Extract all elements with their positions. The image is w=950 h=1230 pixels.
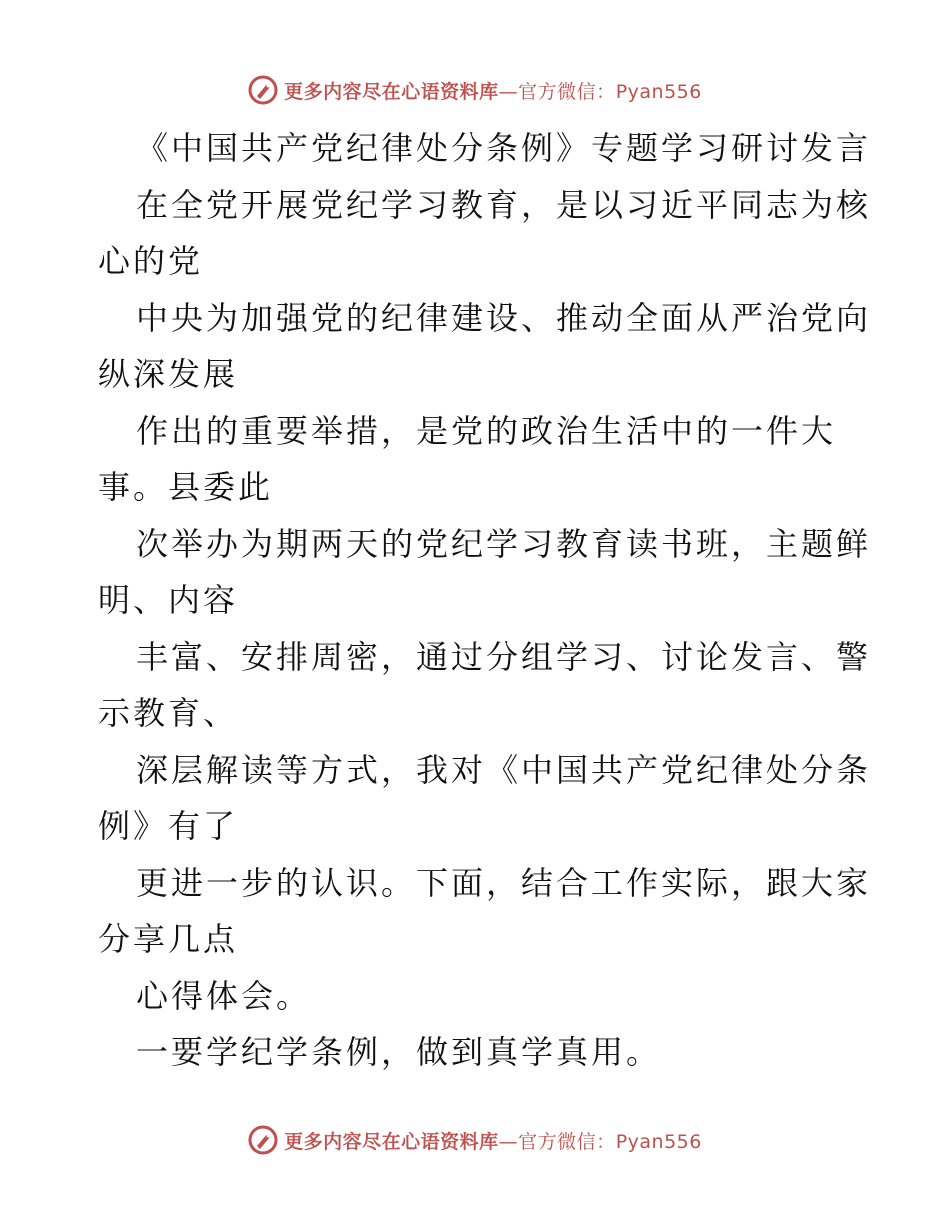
paragraph-line: 例》有了 [98, 807, 239, 845]
paragraph-line: 更进一步的认识。下面，结合工作实际，跟大家 [136, 863, 872, 902]
watermark-main: 更多内容尽在心语资料库 [284, 1130, 499, 1153]
paragraph-line: 在全党开展党纪学习教育，是以习近平同志为核 [136, 185, 872, 224]
watermark-separator: — [498, 1130, 519, 1153]
document-body [98, 120, 872, 1081]
paragraph-line: 深层解读等方式，我对《中国共产党纪律处分条 [136, 750, 872, 789]
paragraph-line: 一要学纪学条例，做到真学真用。 [136, 1033, 662, 1071]
paragraph-line: 心得体会。 [136, 976, 312, 1015]
paragraph-line: 作出的重要举措，是党的政治生活中的一件大 [136, 411, 837, 450]
paragraph-line: 明、内容 [98, 581, 239, 619]
document-title: 《中国共产党纪律处分条例》专题学习研讨发言 [136, 129, 872, 167]
watermark-id: Pyan556 [615, 1130, 702, 1153]
paragraph-line: 事。县委此 [98, 468, 274, 506]
paragraph-line: 分享几点 [98, 920, 239, 958]
pen-nib-logo-icon [248, 75, 278, 105]
footer-watermark [0, 1120, 950, 1160]
paragraph-line: 示教育、 [98, 694, 239, 732]
watermark-text [284, 1127, 702, 1154]
paragraph-line: 纵深发展 [98, 355, 239, 393]
watermark-text [284, 77, 702, 104]
paragraph-line: 心的党 [98, 242, 204, 280]
paragraph-line: 丰富、安排周密，通过分组学习、讨论发言、警 [136, 637, 872, 676]
watermark-suffix: 官方微信： [518, 1130, 616, 1153]
paragraph-line: 次举办为期两天的党纪学习教育读书班，主题鲜 [136, 524, 872, 563]
header-watermark [0, 70, 950, 110]
watermark-suffix: 官方微信： [518, 80, 616, 103]
watermark-separator: — [498, 80, 519, 103]
watermark-main: 更多内容尽在心语资料库 [284, 80, 499, 103]
watermark-id: Pyan556 [615, 80, 702, 103]
pen-nib-logo-icon [248, 1125, 278, 1155]
paragraph-line: 中央为加强党的纪律建设、推动全面从严治党向 [136, 298, 872, 337]
